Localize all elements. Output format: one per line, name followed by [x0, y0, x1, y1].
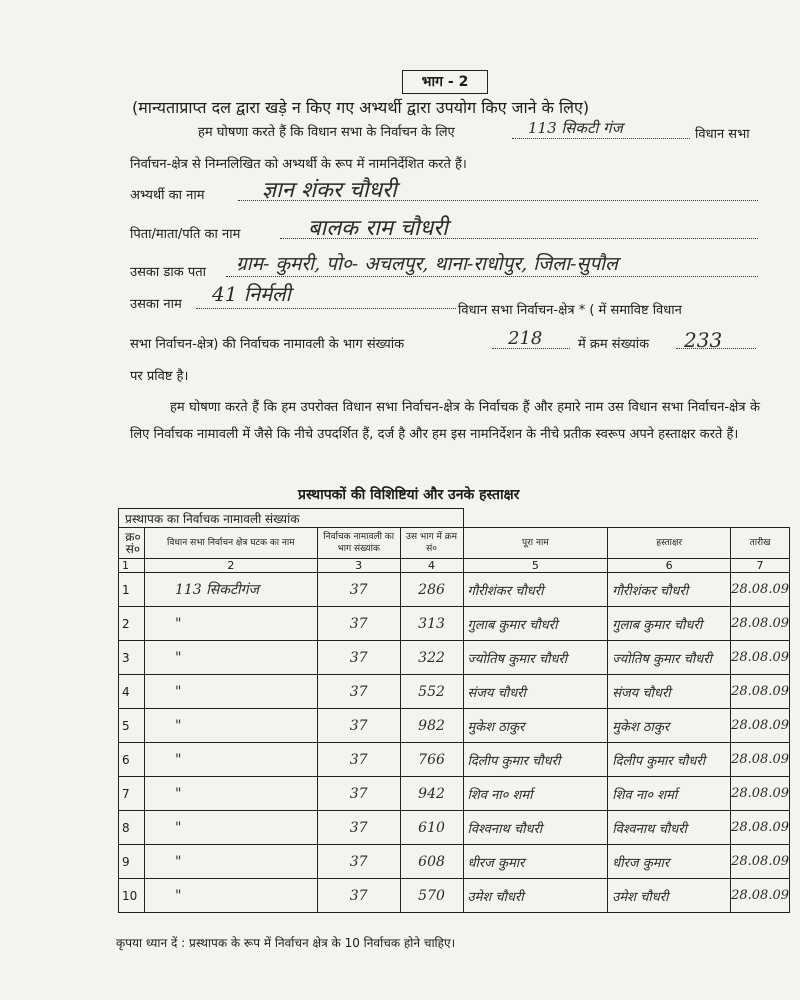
col-header-serial: क्र० सं०: [119, 528, 145, 559]
serial-cell: 570: [400, 879, 463, 913]
col-header-signature: हस्ताक्षर: [608, 528, 731, 559]
part-cell: 37: [317, 811, 400, 845]
table-row: [119, 607, 790, 641]
table-row: [119, 845, 790, 879]
candidate-name-value: ज्ञान शंकर चौधरी: [262, 178, 397, 203]
col-header-name: पूरा नाम: [463, 528, 608, 559]
serial-value: 233: [684, 328, 723, 352]
table-row: [119, 675, 790, 709]
date-cell: 28.08.09: [731, 879, 790, 913]
date-cell: 28.08.09: [731, 845, 790, 879]
date-cell: 28.08.09: [731, 573, 790, 607]
declaration-line-1-end: विधान सभा: [695, 127, 750, 142]
his-name-value: 41 निर्मली: [212, 282, 291, 306]
signature-cell: ज्योतिष कुमार चौधरी: [608, 641, 731, 675]
his-name-label: उसका नाम: [130, 297, 182, 312]
name-cell: संजय चौधरी: [463, 675, 608, 709]
col-number: 6: [608, 559, 731, 573]
row-index: 5: [119, 709, 145, 743]
signature-cell: उमेश चौधरी: [608, 879, 731, 913]
part-cell: 37: [317, 845, 400, 879]
signature-cell: धीरज कुमार: [608, 845, 731, 879]
signature-cell: संजय चौधरी: [608, 675, 731, 709]
serial-cell: 322: [400, 641, 463, 675]
row-index: 9: [119, 845, 145, 879]
part-label: भाग - 2: [402, 70, 488, 94]
candidate-name-label: अभ्यर्थी का नाम: [130, 188, 205, 203]
table-row: [119, 709, 790, 743]
entered-text: पर प्रविष्ट है।: [130, 369, 189, 384]
constituency-cell: ": [144, 641, 317, 675]
col-number: 4: [400, 559, 463, 573]
part-cell: 37: [317, 879, 400, 913]
row-index: 8: [119, 811, 145, 845]
part-cell: 37: [317, 641, 400, 675]
declaration-line-1-start: हम घोषणा करते हैं कि विधान सभा के निर्वाचन के लिए: [198, 125, 455, 140]
footer-note: कृपया ध्यान दें : प्रस्थापक के रूप में निर्वाचन क्षेत्र के 10 निर्वाचक होने चाहिए।: [116, 936, 456, 950]
date-cell: 28.08.09: [731, 811, 790, 845]
constituency-handwritten: 113 सिकटी गंज: [528, 119, 623, 137]
signature-cell: गुलाब कुमार चौधरी: [608, 607, 731, 641]
name-cell: धीरज कुमार: [463, 845, 608, 879]
signature-cell: विश्वनाथ चौधरी: [608, 811, 731, 845]
table-row: [119, 743, 790, 777]
table-group-header: प्रस्थापक का निर्वाचक नामावली संख्यांक: [119, 509, 464, 528]
constituency-cell: ": [144, 607, 317, 641]
row-index: 2: [119, 607, 145, 641]
row-index: 3: [119, 641, 145, 675]
table-row: [119, 777, 790, 811]
date-cell: 28.08.09: [731, 777, 790, 811]
part-cell: 37: [317, 709, 400, 743]
part-cell: 37: [317, 743, 400, 777]
signature-cell: शिव ना० शर्मा: [608, 777, 731, 811]
name-cell: दिलीप कुमार चौधरी: [463, 743, 608, 777]
row-index: 6: [119, 743, 145, 777]
assembly-constituency-text: विधान सभा निर्वाचन-क्षेत्र * ( में समाविष्ट विधान: [458, 303, 682, 318]
serial-cell: 313: [400, 607, 463, 641]
address-label: उसका डाक पता: [130, 265, 206, 280]
serial-label: में क्रम संख्यांक: [578, 337, 650, 352]
col-number: 2: [144, 559, 317, 573]
name-cell: गुलाब कुमार चौधरी: [463, 607, 608, 641]
table-row: [119, 641, 790, 675]
date-cell: 28.08.09: [731, 675, 790, 709]
date-cell: 28.08.09: [731, 607, 790, 641]
table-row: [119, 811, 790, 845]
serial-cell: 942: [400, 777, 463, 811]
constituency-cell: ": [144, 709, 317, 743]
part-cell: 37: [317, 607, 400, 641]
col-header-constituency: विधान सभा निर्वाचन क्षेत्र घटक का नाम: [144, 528, 317, 559]
name-cell: विश्वनाथ चौधरी: [463, 811, 608, 845]
col-number: 5: [463, 559, 608, 573]
part-cell: 37: [317, 573, 400, 607]
serial-cell: 552: [400, 675, 463, 709]
row-index: 10: [119, 879, 145, 913]
table-row: [119, 879, 790, 913]
col-number: 3: [317, 559, 400, 573]
proposers-section-title: प्रस्थापकों की विशिष्टियां और उनके हस्ताक्षर: [298, 487, 520, 503]
serial-cell: 982: [400, 709, 463, 743]
roll-part-value: 218: [508, 328, 543, 349]
serial-cell: 610: [400, 811, 463, 845]
col-header-serial-no: उस भाग में क्रम सं०: [400, 528, 463, 559]
constituency-cell: ": [144, 777, 317, 811]
name-cell: उमेश चौधरी: [463, 879, 608, 913]
part-cell: 37: [317, 675, 400, 709]
date-cell: 28.08.09: [731, 641, 790, 675]
parent-name-value: बालक राम चौधरी: [308, 216, 448, 241]
constituency-cell: ": [144, 879, 317, 913]
row-index: 1: [119, 573, 145, 607]
date-cell: 28.08.09: [731, 743, 790, 777]
name-cell: मुकेश ठाकुर: [463, 709, 608, 743]
constituency-cell: ": [144, 743, 317, 777]
table-row: [119, 573, 790, 607]
address-value: ग्राम- कुमरी, पो०- अचलपुर, थाना-राधोपुर, जिला-सुपौल: [236, 253, 618, 275]
form-subtitle: (मान्यताप्राप्त दल द्वारा खड़े न किए गए अभ्यर्थी द्वारा उपयोग किए जाने के लिए): [132, 98, 590, 117]
constituency-cell: ": [144, 811, 317, 845]
constituency-cell: 113 सिकटीगंज: [144, 573, 317, 607]
declaration-paragraph: हम घोषणा करते हैं कि हम उपरोक्त विधान सभा निर्वाचन-क्षेत्र के निर्वाचक हैं और हमारे नाम उस विधान सभा निर्वाचन-क्षेत्र के लिए निर्वाचक नामावली में जैसे कि नीचे उपदर्शित हैं, दर्ज है और हम इस नामनिर्देशन के नीचे प्रतीक स्वरूप अपने हस्ताक्षर करते हैं।: [130, 400, 760, 442]
col-header-part: निर्वाचक नामावली का भाग संख्यांक: [317, 528, 400, 559]
row-index: 7: [119, 777, 145, 811]
signature-cell: मुकेश ठाकुर: [608, 709, 731, 743]
serial-cell: 286: [400, 573, 463, 607]
serial-cell: 608: [400, 845, 463, 879]
part-cell: 37: [317, 777, 400, 811]
constituency-cell: ": [144, 675, 317, 709]
declaration-line-2: निर्वाचन-क्षेत्र से निम्नलिखित को अभ्यर्थी के रूप में नामनिर्देशित करते हैं।: [130, 157, 467, 172]
parent-name-label: पिता/माता/पति का नाम: [130, 227, 241, 242]
serial-cell: 766: [400, 743, 463, 777]
col-number: 1: [119, 559, 145, 573]
constituency-cell: ": [144, 845, 317, 879]
col-header-date: तारीख: [731, 528, 790, 559]
col-number: 7: [731, 559, 790, 573]
name-cell: गौरीशंकर चौधरी: [463, 573, 608, 607]
signature-cell: गौरीशंकर चौधरी: [608, 573, 731, 607]
date-cell: 28.08.09: [731, 709, 790, 743]
row-index: 4: [119, 675, 145, 709]
proposers-table: [118, 508, 790, 913]
name-cell: शिव ना० शर्मा: [463, 777, 608, 811]
electoral-roll-text: सभा निर्वाचन-क्षेत्र) की निर्वाचक नामावली के भाग संख्यांक: [130, 337, 405, 352]
name-cell: ज्योतिष कुमार चौधरी: [463, 641, 608, 675]
signature-cell: दिलीप कुमार चौधरी: [608, 743, 731, 777]
